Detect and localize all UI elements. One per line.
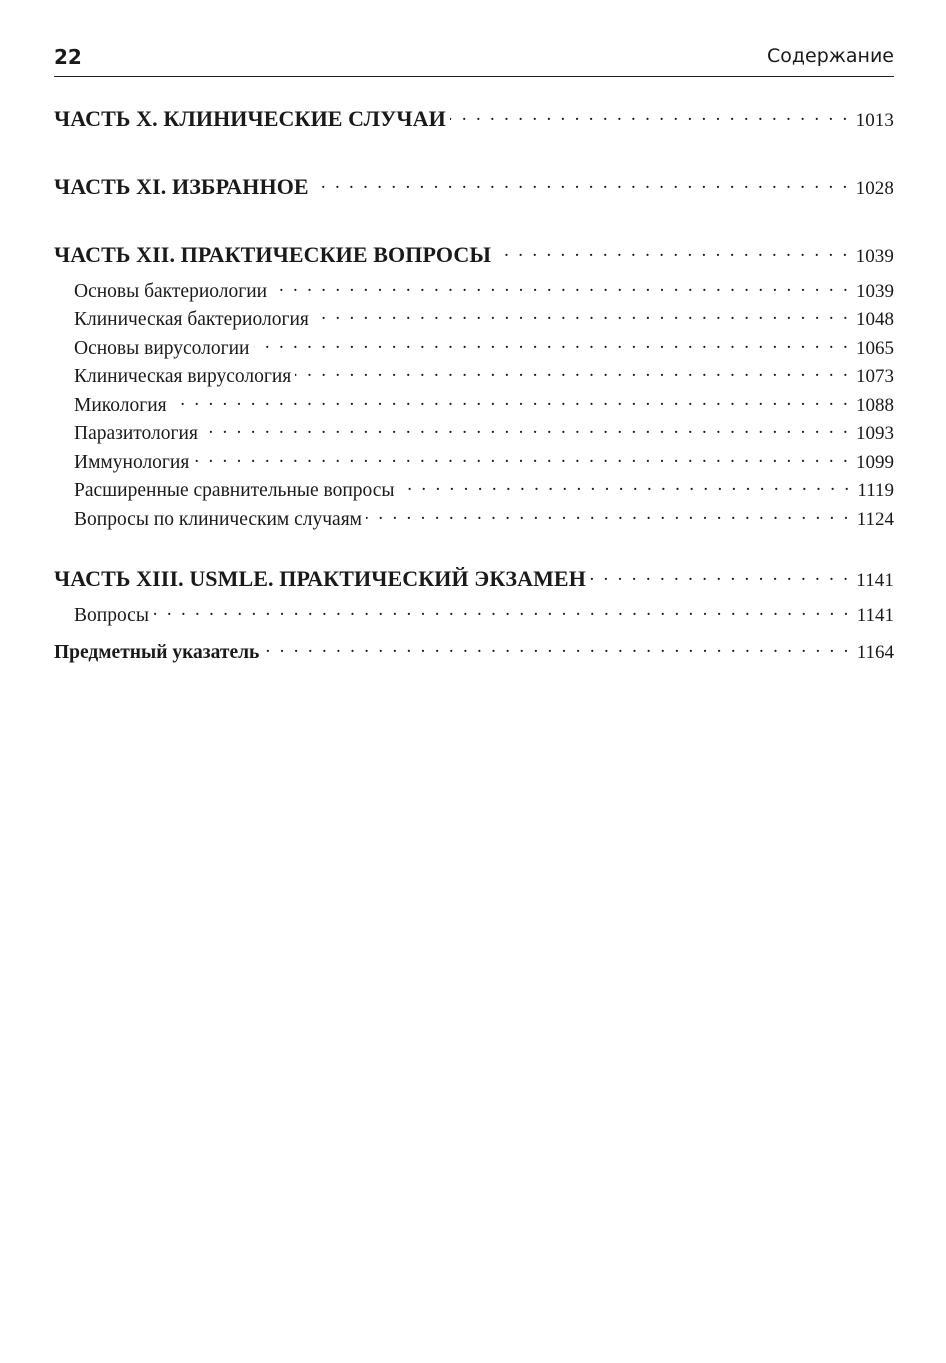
toc-entry-label: ЧАСТЬ XI. ИЗБРАННОЕ xyxy=(54,174,313,200)
dot-leader xyxy=(271,277,850,297)
toc-subentry[interactable] xyxy=(54,505,894,531)
toc-subentry[interactable] xyxy=(54,391,894,417)
toc-entry-label: Расширенные сравнительные вопросы xyxy=(74,480,399,502)
toc-entry-page: 1099 xyxy=(850,452,894,474)
toc-entry-page: 1065 xyxy=(850,338,894,360)
toc-entry-page: 1028 xyxy=(850,178,894,200)
toc-subentry[interactable] xyxy=(54,419,894,445)
toc-entry-label: Клиническая вирусология xyxy=(74,366,295,388)
toc-subentry[interactable] xyxy=(54,305,894,331)
toc-subentry[interactable] xyxy=(54,362,894,388)
dot-leader xyxy=(450,104,850,126)
toc-entry-label: ЧАСТЬ X. КЛИНИЧЕСКИЕ СЛУЧАИ xyxy=(54,106,450,132)
dot-leader xyxy=(399,476,852,496)
toc-subentry[interactable] xyxy=(54,448,894,474)
dot-leader xyxy=(263,638,850,658)
dot-leader xyxy=(153,601,851,621)
dot-leader xyxy=(495,240,850,262)
dot-leader xyxy=(590,564,850,586)
toc-entry-label: Микология xyxy=(74,395,171,417)
dot-leader xyxy=(202,419,850,439)
toc-entry-page: 1088 xyxy=(850,395,894,417)
toc-entry-label: Вопросы xyxy=(74,605,153,627)
toc-part-12[interactable] xyxy=(54,240,894,268)
toc-part-11[interactable] xyxy=(54,172,894,200)
dot-leader xyxy=(295,362,850,382)
toc-entry-page: 1073 xyxy=(850,366,894,388)
toc-subentry[interactable] xyxy=(54,277,894,303)
dot-leader xyxy=(171,391,850,411)
toc-entry-label: Паразитология xyxy=(74,423,202,445)
toc-entry-page: 1039 xyxy=(850,246,894,268)
toc-entry-label: Основы бактериологии xyxy=(74,281,271,303)
toc-entry-label: Основы вирусологии xyxy=(74,338,254,360)
toc-subentry[interactable] xyxy=(54,334,894,360)
toc-part-10[interactable] xyxy=(54,104,894,132)
toc-entry-page: 1124 xyxy=(851,509,894,531)
toc-entry-page: 1048 xyxy=(850,309,894,331)
toc-entry-page: 1141 xyxy=(851,605,894,627)
toc-part-13[interactable] xyxy=(54,564,894,592)
toc-entry-label: Клиническая бактериология xyxy=(74,309,313,331)
toc-entry-page: 1093 xyxy=(850,423,894,445)
toc-subentry[interactable] xyxy=(54,601,894,627)
dot-leader xyxy=(313,172,850,194)
toc-subentry[interactable] xyxy=(54,476,894,502)
dot-leader xyxy=(313,305,850,325)
page-number: 22 xyxy=(54,45,82,69)
toc-entry-label: Предметный указатель xyxy=(54,642,263,664)
toc-entry-label: ЧАСТЬ XIII. USMLE. ПРАКТИЧЕСКИЙ ЭКЗАМЕН xyxy=(54,566,590,592)
toc-entry-label: Вопросы по клиническим случаям xyxy=(74,509,366,531)
toc-entry-label: Иммунология xyxy=(74,452,193,474)
toc-entry-label: ЧАСТЬ XII. ПРАКТИЧЕСКИЕ ВОПРОСЫ xyxy=(54,242,495,268)
toc-entry-page: 1141 xyxy=(850,570,894,592)
dot-leader xyxy=(193,448,850,468)
toc-entry-page: 1013 xyxy=(850,110,894,132)
toc-entry-page: 1164 xyxy=(851,642,894,664)
page-header xyxy=(54,40,894,77)
toc-subject-index[interactable] xyxy=(54,638,894,664)
running-title: Содержание xyxy=(767,45,894,67)
toc-entry-page: 1039 xyxy=(850,281,894,303)
toc-entry-page: 1119 xyxy=(851,480,894,502)
dot-leader xyxy=(254,334,851,354)
dot-leader xyxy=(366,505,851,525)
